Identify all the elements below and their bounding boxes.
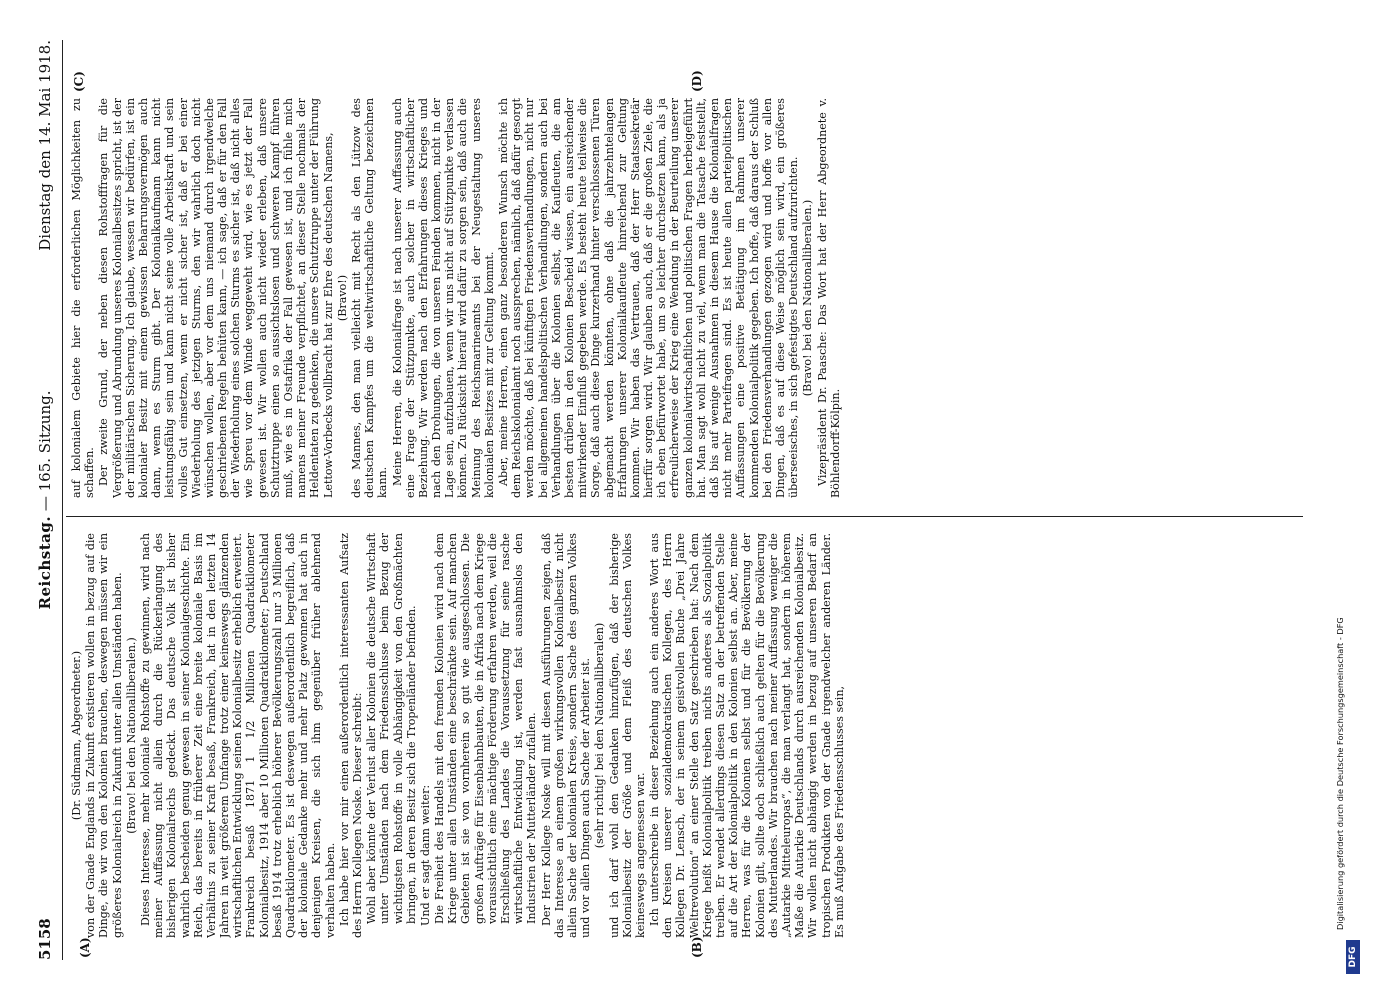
header-dash: — (36, 496, 54, 512)
paragraph: auf kolonialem Gebiete hier die erforderlichen Möglichkeiten zu schaffen. (70, 98, 97, 498)
paragraph: (sehr richtig! bei den Nationalliberalen) (593, 622, 607, 849)
paragraph: von der Gnade Englands in Zukunft existieren wollen in bezug auf die Dinge, die wir von den Kolonien brauchen, deswegen müssen wir ein größeres Kolonialreich in Zukunft unter allen Umständen haben. (84, 533, 124, 938)
quote-paragraph: Wohl aber könnte der Verlust aller Kolonien die deutsche Wirtschaft unter Umständen nach dem Friedensschlusse beim Bezug der wichtigsten Rohstoffe in volle Abhängigkeit von den Großmächten bringen, in deren Besitz sich die Tropenländer befinden. (365, 533, 418, 924)
paragraph: (Bravo! bei den Nationalliberalen.) (124, 637, 138, 834)
left-column (70, 533, 1323, 938)
quote-paragraph: Die Freiheit des Handels mit den fremden Kolonien wird nach dem Kriege unter allen Umständen eine beschränkte sein. Auf manchen Gebieten ist sie von vornherein so gut wie ausgeschlossen. Die großen Aufträge für Eisenbahnbauten, die in Afrika nach dem Kriege voraussichtlich eine mächtige Förderung erfahren werden, weil die Erschließung des Landes die Voraussetzung für seine rasche wirtschaftliche Entwicklung ist, werden fast ausnahmslos den Industrien der Mutterländer zufallen. (433, 533, 539, 924)
paragraph: (Bravo!) (335, 274, 349, 322)
paragraph: Meine Herren, die Kolonialfrage ist nach unserer Auffassung auch eine Frage der Stützpunkte, auch solcher in wirtschaftlicher Beziehung. Wir werden nach den Erfahrungen dieses Krieges und nach den Drohungen, die von unseren Feinden kommen, nicht in der Lage sein, aufzubauen, wenn wir uns nicht auf Stützpunkte verlassen können. Zu Rücksicht hierauf wird dafür zu sorgen sein, daß auch die Meinung des Reichsmarineamts bei der Neugestaltung unseres kolonialen Besitzes mit zur Geltung kommt. (390, 98, 496, 498)
page-number: 5158 (36, 918, 54, 960)
paragraph: Der zweite Grund, der neben diesen Rohstofffragen für die Vergrößerung und Abrundung unseres Kolonialbesitzes spricht, ist der der militärischen Sicherung. Ich glaube, wessen wir bedürfen, ist ein kolonialer Besitz mit einem gewissen Beharrungsvermögen auch dann, wenn es Sturm gibt. Der Kolonialkaufmann kann nicht leistungsfähig sein und kann nicht seine volle Arbeitskraft und sein volles Gut einsetzen, wenn er nicht sicher ist, daß er bei einer Wiederholung des jetzigen Sturms, den wir wahrlich doch nicht wünschen wollen, aber vor dem uns niemand durch irgendwelche geschriebenen Regeln behüten kann, — ich sage, daß er für den Fall der Wiederholung eines solchen Sturms es sicher ist, daß nicht alles wie Spreu vor dem Winde weggeweht wird, wie es jetzt der Fall gewesen ist. Wir wollen auch nicht wieder erleben, daß unsere Schutztruppe einen so aussichtslosen und schweren Kampf führen muß, wie es in Ostafrika der Fall gewesen ist, und ich fühle mich namens meiner Freunde verpflichtet, an dieser Stelle nochmals der Heldentaten zu gedenken, die unsere Schutztruppe unter der Führung Lettow-Vorbecks vollbracht hat zur Ehre des deutschen Namens, (97, 98, 335, 498)
paragraph: Vizepräsident Dr. Paasche: Das Wort hat der Herr Abgeordnete v. Böhlendorff-Kölpin. (815, 98, 842, 498)
header-rule (62, 40, 63, 960)
dfg-logo: DFG (1346, 940, 1360, 974)
paragraph: des Mannes, den man vielleicht mit Recht als den Lützow des deutschen Kampfes um die weltwirtschaftliche Geltung bezeichnen kann. (349, 98, 390, 498)
header-session: 165. Sitzung. (36, 390, 54, 492)
paragraph: (Dr. Südmann, Abgeordneter.) (70, 650, 83, 821)
margin-marker-d: (D) (690, 70, 704, 92)
margin-marker-c: (C) (72, 71, 86, 92)
margin-marker-b: (B) (690, 936, 704, 958)
paragraph: (Bravo! bei den Nationalliberalen.) (801, 199, 815, 397)
paragraph: und ich darf wohl den Gedanken hinzufügen, daß der bisherige Kolonialbesitz der Größe und dem Fleiß des deutschen Volkes keineswegs angemessen war. (607, 533, 647, 938)
header-date: Dienstag den 14. Mai 1918. (36, 40, 54, 251)
header-title: Reichstag. (36, 515, 54, 610)
margin-marker-a: (A) (78, 937, 92, 958)
page-header (30, 40, 62, 960)
paragraph: Ich habe hier vor mir einen außerordentlich interessanten Aufsatz des Herrn Kollegen Noske. Dieser schreibt: (337, 533, 364, 938)
paragraph: Dieses Interesse, mehr koloniale Rohstoffe zu gewinnen, wird nach meiner Auffassung nicht allein durch die Rückerlangung des bisherigen Kolonialreichs gedeckt. Das deutsche Volk ist bisher wahrlich bescheiden genug gewesen in seiner Kolonialgeschichte. Ein Reich, das bereits in früherer Zeit eine breite koloniale Basis im Verhältnis zu seiner Kraft besaß, Frankreich, hat in den letzten 14 Jahren in weit größerem Umfange trotz einer keineswegs glänzenden wirtschaftlichen Entwicklung seinen Kolonialbesitz erheblich erweitert. Frankreich besaß 1871 1 1/2 Millionen Quadratkilometer Kolonialbesitz, 1914 aber 10 Millionen Quadratkilometer; Deutschland besaß 1914 trotz erheblich höherer Bevölkerungszahl nur 3 Millionen Quadratkilometer. Es ist deswegen außerordentlich begreiflich, daß der koloniale Gedanke mehr und mehr Platz gewonnen hat auch in denjenigen Kreisen, die sich ihm gegenüber früher ablehnend verhalten haben. (138, 533, 337, 938)
paragraph: Ich unterschreibe in dieser Beziehung auch ein anderes Wort aus den Kreisen unserer sozialdemokratischen Kollegen, des Herrn Kollegen Dr. Lensch, der in seinem geistvollen Buche „Drei Jahre Weltrevolution“ an einer Stelle den Satz geschrieben hat: Nach dem Kriege heißt Kolonialpolitik treiben nichts anderes als Sozialpolitik treiben. Er wendet allerdings diesen Satz an der betreffenden Stelle auf die Art der Kolonialpolitik in den Kolonien selbst an. Aber, meine Herren, was für die Kolonien selbst und für die Bevölkerung der Kolonien gilt, sollte doch schließlich auch gelten für die Bevölkerung des Mutterlandes. Wir brauchen nach meiner Auffassung weniger die „Autarkie Mitteleuropas“, die man verlangt hat, sondern in höherem Maße die Autarkie Deutschlands durch ausreichenden Kolonialbesitz. Wir wollen nicht abhängig werden in bezug auf unseren Bedarf an tropischen Produkten von der Gnade irgendwelcher anderen Länder. Es muß Aufgabe des Friedensschlusses sein, (648, 533, 846, 938)
paragraph: Aber, meine Herren, einen ganz besonderen Wunsch möchte ich dem Reichskolonialamt noch aussprechen, nämlich, daß dafür gesorgt werden möchte, daß bei künftigen Friedensverhandlungen, nicht nur bei allgemeinen handelspolitischen Verhandlungen, sondern auch bei Verhandlungen über die Kolonien selbst, die Kaufleuten, die am besten drüben in den Kolonien Bescheid wissen, ein ausreichender mitwirkender Einfluß gegeben werde. Es besteht heute teilweise die Sorge, daß auch diese Dinge kurzerhand hinter verschlossenen Türen abgemacht werden könnten, ohne daß die jahrzehntelangen Erfahrungen unserer Kolonialkaufleute hinreichend zur Geltung kommen. Wir haben das Vertrauen, daß der Herr Staatssekretär hierfür sorgen wird. Wir glauben auch, daß er die großen Ziele, die ich eben befürwortet habe, um so leichter durchsetzen kann, als ja erfreulicherweise der Krieg eine Wendung in der Beurteilung unserer ganzen kolonialwirtschaftlichen und politischen Fragen herbeigeführt hat. Man sagt wohl nicht zu viel, wenn man die Tatsache feststellt, daß bis auf wenige Ausnahmen in diesem Hause die Kolonialfragen nicht mehr Parteifragen sind. Es ist heute allen parteipolitischen Auffassungen eine positive Betätigung im Rahmen unserer kommenden Kolonialpolitik gegeben. Ich hoffe, daß daraus der Schluß bei den Friedensverhandlungen gezogen wird und hoffe vor allen Dingen, daß es auf diese Weise möglich sein wird, ein größeres überseeisches, in sich gefestigtes Deutschland aufzurichten. (497, 98, 801, 498)
digitization-credit: Digitalisierung gefördert durch die Deutsche Forschungsgemeinschaft - DFG (1335, 617, 1345, 930)
paragraph: Der Herr Kollege Noske will mit diesen Ausführungen zeigen, daß das Interesse an einem großen wirkungsvollen Kolonialbesitz nicht allein Sache der kolonialen Kreise, sondern Sache des ganzen Volkes und vor allen Dingen auch Sache der Arbeiter ist. (539, 533, 593, 938)
paragraph: Und er sagt dann weiter: (418, 784, 432, 926)
right-column (70, 98, 1323, 498)
column-divider (66, 516, 1303, 517)
